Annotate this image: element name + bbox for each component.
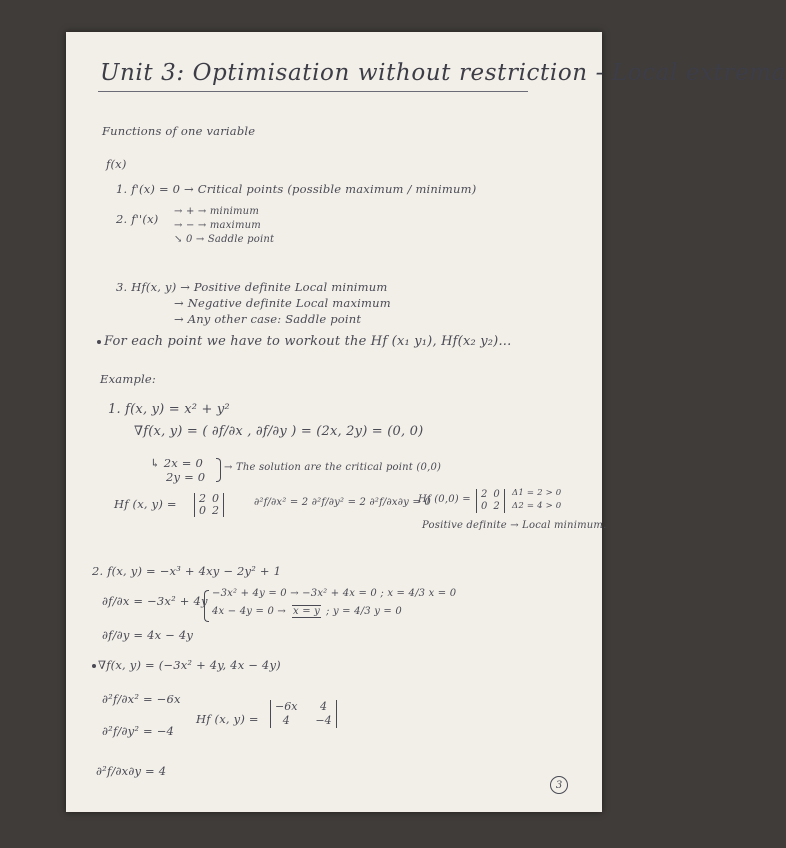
matrix-entry: 2 [212,504,219,517]
hessian-matrix-1 [194,493,224,517]
partial-x: ∂f/∂x = −3x² + 4y [102,594,208,608]
conclusion-1: Positive definite → Local minimum. [422,520,607,531]
matrix-entry: 0 [493,489,500,500]
bullet-dot [97,340,101,344]
matrix-entry: −6x [275,700,298,713]
matrix-entry: 0 [199,504,206,517]
example-2-gradient: ∇f(x, y) = (−3x² + 4y, 4x − 4y) [98,658,281,672]
second-derivatives-1: ∂²f/∂x² = 2 ∂²f/∂y² = 2 ∂²f/∂x∂y = 0 [254,497,431,508]
system-brace [216,458,221,482]
notebook-page [66,32,786,812]
hessian-matrix-3 [270,700,337,728]
system-equation-2a: 4x − 4y = 0 → [212,606,287,617]
second-partial-xx: ∂²f/∂x² = −6x [102,692,181,706]
example-1-gradient: ∇f(x, y) = ( ∂f/∂x , ∂f/∂y ) = (2x, 2y) = (0, 0) [134,424,424,439]
rule-2-case-negative: → − → maximum [174,220,261,231]
function-label: f(x) [106,157,127,171]
second-partial-yy: ∂²f/∂y² = −4 [102,724,175,738]
hessian-matrix-2 [476,489,505,513]
critical-point-note: → The solution are the critical point (0,0) [224,462,442,473]
rule-2-case-zero: ↘ 0 → Saddle point [174,234,275,245]
system-equation-2b: x = y [293,606,321,617]
matrix-entry: 2 [481,489,488,500]
partial-y: ∂f/∂y = 4x − 4y [102,628,194,642]
system-equation-2c: ; y = 4/3 y = 0 [326,606,402,617]
example-heading: Example: [100,372,156,386]
equation-2y: 2y = 0 [166,470,206,484]
matrix-entry: 2 [199,492,206,505]
matrix-entry: −4 [315,714,332,727]
matrix-entry: 0 [481,501,488,512]
bullet-dot-2 [92,664,96,668]
rule-3-negative: → Negative definite Local maximum [174,296,391,310]
matrix-entry: 4 [282,714,290,727]
rule-2-case-positive: → + → minimum [174,206,259,217]
rule-3-other: → Any other case: Saddle point [174,312,362,326]
section-heading: Functions of one variable [102,124,256,138]
note-line: For each point we have to workout the Hf (x₁ y₁), Hf(x₂ y₂)... [104,334,512,349]
hessian-label-1: Hf (x, y) = [114,497,177,511]
system-equation-1: −3x² + 4y = 0 → −3x² + 4x = 0 ; x = 4/3 x = 0 [212,588,457,599]
rule-1: 1. f'(x) = 0 → Critical points (possible maximum / minimum) [116,182,477,196]
matrix-entry: 2 [493,501,500,512]
matrix-entry: 4 [320,700,328,713]
system-brace-2 [204,590,209,622]
page-number: 3 [550,776,568,794]
minor-delta-2: Δ2 = 4 > 0 [512,501,562,511]
page-title: Unit 3: Optimisation without restriction - Local extrema [100,60,786,86]
equation-2x: ↳ 2x = 0 [150,456,203,470]
example-1-function: 1. f(x, y) = x² + y² [108,402,230,417]
example-2-function: 2. f(x, y) = −x³ + 4xy − 2y² + 1 [92,564,282,578]
rule-3: 3. Hf(x, y) → Positive definite Local minimum [116,280,388,294]
second-partial-xy: ∂²f/∂x∂y = 4 [96,764,167,778]
hessian-label-2: Hf (x, y) = [196,712,259,726]
minor-delta-1: Δ1 = 2 > 0 [512,488,562,498]
hessian-label-at-origin: Hf (0,0) = [418,494,471,505]
title-underline [98,91,528,92]
matrix-entry: 0 [212,492,219,505]
rule-2-label: 2. f''(x) [116,212,159,226]
